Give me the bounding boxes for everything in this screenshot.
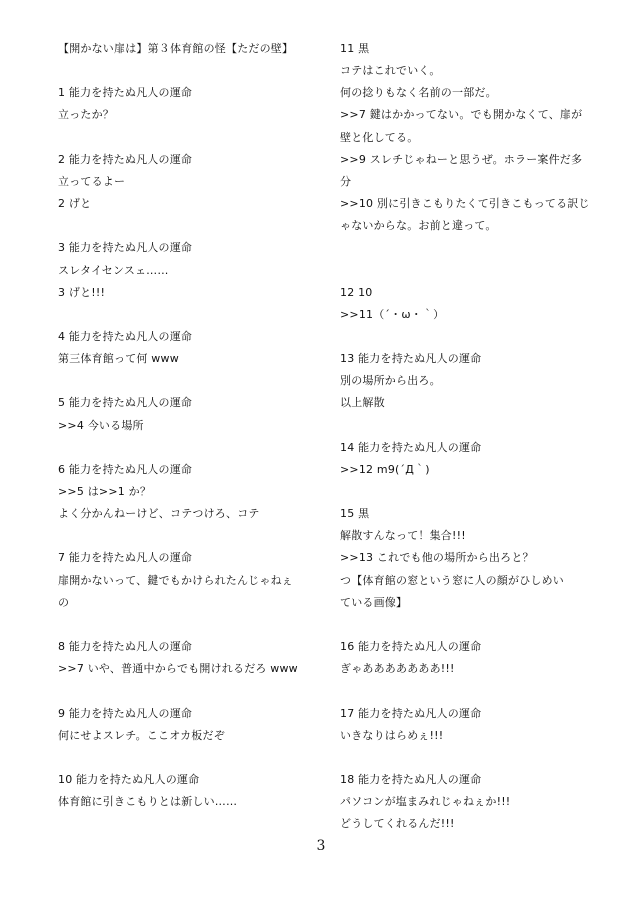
text-line: 5 能力を持たぬ凡人の運命 — [58, 396, 193, 410]
text-line: 9 能力を持たぬ凡人の運命 — [58, 706, 193, 720]
text-line: ゃないからな。お前と違って。 — [340, 219, 497, 233]
text-line: 4 能力を持たぬ凡人の運命 — [58, 329, 193, 343]
text-line: ぎゃあああああああ!!! — [340, 662, 455, 676]
text-line: 2 げと — [58, 197, 92, 211]
page-number: 3 — [316, 838, 326, 854]
text-line: >>4 今いる場所 — [58, 418, 144, 432]
text-line: つ【体育館の窓という窓に人の顔がひしめい — [340, 573, 564, 587]
text-line: 10 能力を持たぬ凡人の運命 — [58, 772, 200, 786]
text-line: 8 能力を持たぬ凡人の運命 — [58, 640, 193, 654]
text-line: 17 能力を持たぬ凡人の運命 — [340, 706, 482, 720]
text-line: >>11（´・ω・｀） — [340, 307, 445, 321]
text-line: >>9 スレチじゃねーと思うぜ。ホラー案件だ多 — [340, 152, 583, 166]
text-line: 何の捻りもなく名前の一部だ。 — [340, 86, 497, 100]
text-line: >>7 鍵はかかってない。でも開かなくて、扉が — [340, 108, 583, 122]
text-line: よく分かんねーけど、コテつけろ、コテ — [58, 507, 260, 521]
text-line: 【開かない扉は】第３体育館の怪【ただの壁】 — [58, 42, 294, 55]
text-line: >>12 m9(´Д｀) — [340, 462, 430, 476]
text-line: 11 黒 — [340, 42, 370, 55]
text-line: >>7 いや、普通中からでも開けれるだろ www — [58, 662, 298, 676]
text-line: ている画像】 — [340, 595, 408, 609]
text-line: 第三体育館って何 www — [58, 352, 179, 366]
text-line: パソコンが塩まみれじゃねぇか!!! — [340, 795, 511, 809]
text-line: 15 黒 — [340, 507, 370, 521]
text-line: 7 能力を持たぬ凡人の運命 — [58, 551, 193, 565]
text-line: 1 能力を持たぬ凡人の運命 — [58, 86, 193, 100]
text-line: の — [58, 595, 70, 609]
text-line: 2 能力を持たぬ凡人の運命 — [58, 152, 193, 166]
text-line: 6 能力を持たぬ凡人の運命 — [58, 462, 193, 476]
text-line: 何にせよスレチ。ここオカ板だぞ — [58, 728, 225, 742]
text-line: どうしてくれるんだ!!! — [340, 817, 455, 831]
text-line: 扉開かないって、鍵でもかけられたんじゃねぇ — [58, 573, 293, 587]
text-line: >>10 別に引きこもりたくて引きこもってる訳じ — [340, 197, 590, 211]
text-line: 立ってるよー — [58, 174, 126, 188]
text-line: 13 能力を持たぬ凡人の運命 — [340, 352, 482, 366]
text-line: スレタイセンスェ…… — [58, 263, 169, 277]
text-line: 以上解散 — [340, 396, 385, 410]
text-line: >>13 これでも他の場所から出ろと？ — [340, 551, 534, 565]
text-line: 立ったか？ — [58, 108, 114, 122]
text-line: 3 げと!!! — [58, 285, 106, 299]
text-line: 体育館に引きこもりとは新しい…… — [58, 795, 238, 809]
text-line: いきなりはらめぇ!!! — [340, 728, 444, 742]
text-line: 3 能力を持たぬ凡人の運命 — [58, 241, 193, 255]
text-line: 分 — [340, 174, 352, 188]
text-line: 壁と化してる。 — [340, 130, 419, 144]
text-line: 16 能力を持たぬ凡人の運命 — [340, 640, 482, 654]
text-line: 解散すんなって！集合!!! — [340, 529, 466, 543]
text-line: 18 能力を持たぬ凡人の運命 — [340, 772, 482, 786]
text-line: コテはこれでいく。 — [340, 64, 441, 78]
text-line: 別の場所から出ろ。 — [340, 374, 441, 388]
text-line: 12 10 — [340, 285, 373, 299]
text-line: 14 能力を持たぬ凡人の運命 — [340, 440, 482, 454]
text-line: >>5 は>>1 か？ — [58, 485, 152, 498]
